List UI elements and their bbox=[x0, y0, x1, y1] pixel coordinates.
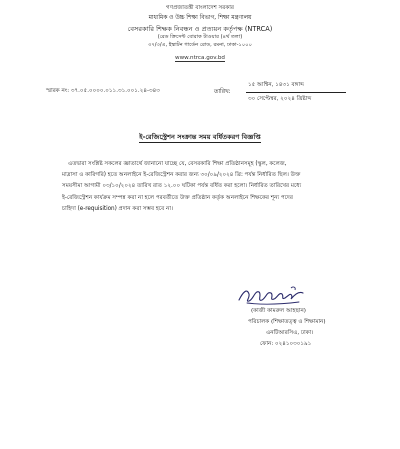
notice-body-line: চাহিদা (e-requisition) প্রদান করা সম্ভব হবে না। bbox=[62, 206, 173, 212]
building-address: (রেড ক্রিসেন্ট বোরাক টাওয়ার (৪র্থ তলা) bbox=[157, 34, 243, 40]
notice-body-line: মাদ্রাসা ও কারিগরি) হতে অনলাইনে ই-রেজিস্ট্রেশন করার জন্য ৩০/০৯/২০২৪ খ্রি: পর্যন্ত নির্ধারিত ছিল। উক্ত bbox=[62, 172, 301, 178]
memo-reference: স্মারক নং: ৩৭.০৫.০০০০.০১১.৩১.০০১.২৪-৩৪৩ bbox=[46, 88, 160, 94]
signatory-office: এনটিআরসিএ, ঢাকা। bbox=[266, 330, 314, 336]
government-name: গণপ্রজাতন্ত্রী বাংলাদেশ সরকার bbox=[166, 5, 234, 11]
signatory-name: (কাজী কামরুল আহছান) bbox=[251, 308, 306, 314]
notice-body-line: ই-রেজিস্ট্রেশন কার্যক্রম সম্পন্ন করা না হলে পরবর্তীতে উক্ত প্রতিষ্ঠান কর্তৃক অনলাইনে শিক্ষকের শূন্য পদের bbox=[62, 195, 293, 201]
handwritten-signature bbox=[233, 282, 313, 308]
notice-title: ই-রেজিস্ট্রেশন সংক্রান্ত সময় বর্ধিতকরণ বিজ্ঞপ্তি bbox=[139, 133, 261, 141]
date-english: ৩০ সেপ্টেম্বর, ২০২৪ খ্রিষ্টাব্দ bbox=[248, 96, 312, 102]
signatory-phone: ফোন: ০২৪১০৩০১৯১ bbox=[260, 341, 312, 347]
notice-title-wrapper bbox=[0, 131, 400, 143]
signatory-designation: পরিচালক (শিক্ষাতত্ত্ব ও শিক্ষামান) bbox=[248, 319, 326, 325]
date-bangla: ১৫ আশ্বিন, ১৪৩১ বঙ্গাব্দ bbox=[246, 81, 346, 93]
notice-body-line: সময়সীমা আগামী ০৩/১০/২০২৪ তারিখ রাত ১২.০০ ঘটিকা পর্যন্ত বর্ধিত করা হলো। নির্ধারিত তারিখের মধ্যে bbox=[62, 183, 302, 189]
organization-name: বেসরকারি শিক্ষক নিবন্ধন ও প্রত্যয়ন কর্তৃপক্ষ (NTRCA) bbox=[127, 25, 273, 33]
date-label: তারিখ: bbox=[214, 89, 231, 95]
notice-body-line: এতদ্বারা সংশ্লিষ্ট সকলের জ্ঞাতার্থে জানানো যাচ্ছে যে, বেসরকারি শিক্ষা প্রতিষ্ঠানসমূহ (স্কুল, কলেজ, bbox=[68, 161, 287, 167]
website-link[interactable]: www.ntrca.gov.bd bbox=[175, 55, 225, 61]
date-block bbox=[246, 81, 346, 104]
website-link-wrapper bbox=[0, 55, 400, 61]
ministry-name: মাধ্যমিক ও উচ্চ শিক্ষা বিভাগ, শিক্ষা মন্ত্রণালয় bbox=[148, 15, 252, 21]
street-address: ৩৭/৩/এ, ইস্কাটন গার্ডেন রোড, রমনা, ঢাকা-১০০০ bbox=[147, 42, 253, 48]
